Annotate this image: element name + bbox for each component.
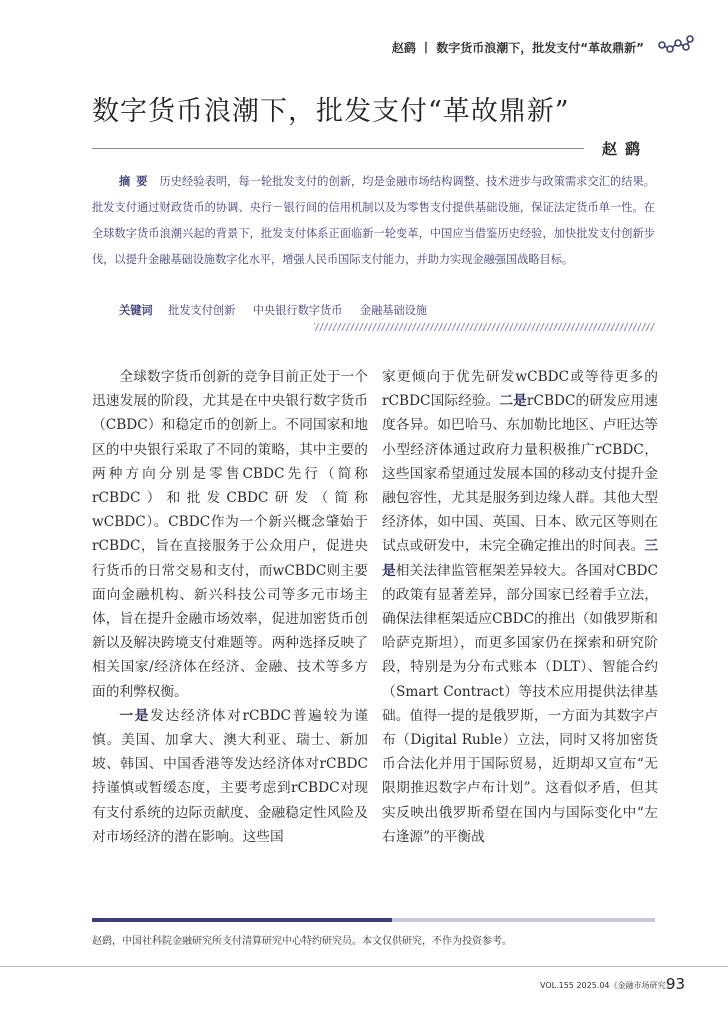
- title-divider: [92, 148, 584, 149]
- abstract-text: 历史经验表明，每一轮批发支付的创新，均是金融市场结构调整、技术进步与政策需求交汇的结果。批发支付通过财政货币的协调、央行－银行间的信用机制以及为零售支付提供基础设施，保证法定货币单一性。在全球数字货币浪潮兴起的背景下，批发支付体系正面临新一轮变革，中国应当借鉴历史经验，加快批发支付创新步伐，以提升金融基础设施数字化水平，增强人民币国际支付能力，并助力实现金融强国战略目标。: [92, 175, 655, 266]
- running-head: 赵鹞 丨 数字货币浪潮下，批发支付“革故鼎新”: [391, 41, 644, 55]
- body-column-left: [92, 365, 368, 849]
- author-footnote: 赵鹞，中国社科院金融研究所支付清算研究中心特约研究员。本文仅供研究，不作为投资参考。: [92, 936, 512, 947]
- article-title: 数字货币浪潮下，批发支付“革故鼎新”: [92, 96, 570, 127]
- bottom-divider: [0, 966, 728, 967]
- point-lead: 三是: [382, 538, 658, 579]
- abstract-label: 摘要: [119, 174, 154, 188]
- keyword-item: 金融基础设施: [359, 304, 428, 317]
- point-lead: 一是: [119, 707, 151, 724]
- body-paragraph: 家更倾向于优先研发wCBDC或等待更多的rCBDC国际经验。二是rCBDC的研发应用速度各异。如巴哈马、东加勒比地区、卢旺达等小型经济体通过政府力量积极推广rCBDC，这些国家希望通过发展本国的移动支付提升金融包容性，尤其是服务到边缘人群。其他大型经济体，如中国、英国、日本、欧元区等则在试点或研发中，未完全确定推出的时间表。三是相关法律监管框架差异较大。各国对CBDC的政策有显著差异，部分国家已经着手立法，确保法律框架适应CBDC的推出（如俄罗斯和哈萨克斯坦），而更多国家仍在探索和研究阶段，特别是为分布式账本（DLT）、智能合约（Smart Contract）等技术应用提供法律基础。值得一提的是俄罗斯，一方面为其数字卢布（Digital Ruble）立法，同时又将加密货币合法化并用于国际贸易，近期却又宣布“无限期推迟数字卢布计划”。这看似矛盾，但其实反映出俄罗斯希望在国内与国际变化中“左右逢源”的平衡战: [382, 369, 658, 845]
- keyword-item: 批发支付创新: [168, 304, 236, 317]
- author-name: 赵鹞: [601, 140, 648, 158]
- point-lead: 二是: [499, 393, 527, 410]
- abstract: [92, 168, 655, 273]
- hatch-divider: [314, 323, 655, 331]
- keywords-label: 关键词: [119, 303, 153, 317]
- footer-bar: [92, 918, 392, 922]
- connected-nodes-icon: [658, 33, 694, 55]
- keywords: [119, 302, 441, 318]
- keyword-item: 中央银行数字货币: [252, 304, 343, 317]
- body-paragraph: 全球数字货币创新的竞争目前正处于一个迅速发展的阶段，尤其是在中央银行数字货币（CBDC）和稳定币的创新上。不同国家和地区的中央银行采取了不同的策略，其中主要的两种方向分别是零售CBDC先行（简称rCBDC）和批发CBDC研发（简称wCBDC）。CBDC作为一个新兴概念肇始于rCBDC，旨在直接服务于公众用户，促进央行货币的日常交易和支付，而wCBDC则主要面向金融机构、新兴科技公司等多元市场主体，旨在提升金融市场效率，促进加密货币创新以及解决跨境支付难题等。两种选择反映了相关国家/经济体在经济、金融、技术等多方面的利弊权衡。: [92, 369, 368, 700]
- body-column-right: [382, 365, 658, 849]
- page-number: 93: [666, 975, 686, 993]
- issue-info: VOL.155 2025.04《金融市场研究》: [540, 981, 674, 990]
- body-paragraph: 一是发达经济体对rCBDC普遍较为谨慎。美国、加拿大、澳大利亚、瑞士、新加坡、韩国、中国香港等发达经济体对rCBDC持谨慎或暂缓态度，主要考虑到rCBDC对现有支付系统的边际贡献度、金融稳定性风险及对市场经济的潜在影响。这些国: [92, 707, 368, 845]
- footer-bar-light: [392, 918, 655, 922]
